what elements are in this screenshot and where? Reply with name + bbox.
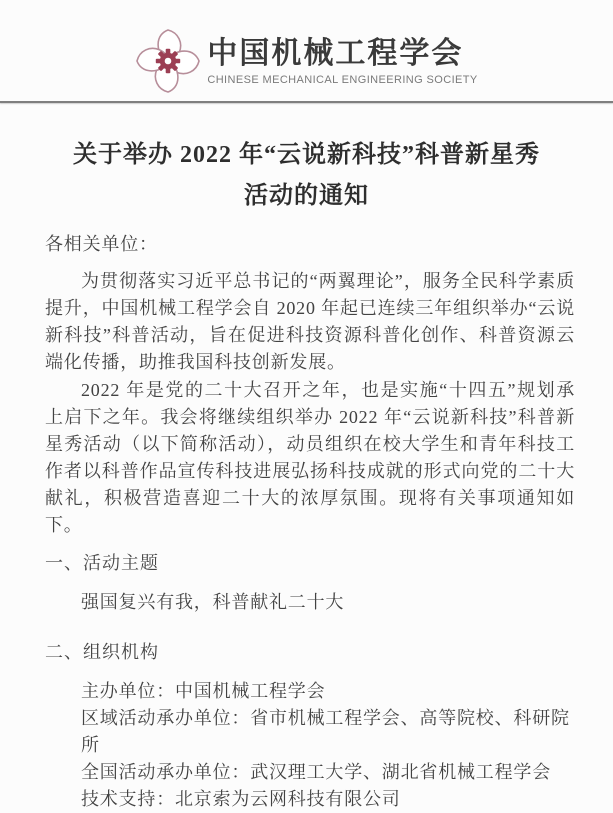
section-2-line-3: 全国活动承办单位：武汉理工大学、湖北省机械工程学会 (81, 762, 551, 782)
section-heading-1: 一、活动主题 (45, 553, 159, 573)
notice-body (45, 231, 575, 813)
society-name-en: CHINESE MECHANICAL ENGINEERING SOCIETY (207, 74, 478, 86)
society-name-cn: 中国机械工程学会 (207, 37, 464, 70)
section-2-line-2: 区域活动承办单位：省市机械工程学会、高等院校、科研院所 (81, 708, 570, 755)
section-heading-2: 二、组织机构 (45, 642, 159, 662)
section-2-line-4: 技术支持：北京索为云网科技有限公司 (81, 789, 401, 809)
notice-title-line2: 活动的通知 (244, 183, 369, 209)
society-logo-icon (135, 28, 201, 94)
header-divider (0, 101, 613, 103)
section-1-line-1: 强国复兴有我，科普献礼二十大 (81, 592, 345, 612)
letterhead-text (207, 36, 477, 86)
body-paragraph-1: 为贯彻落实习近平总书记的“两翼理论”，服务全民科学素质提升，中国机械工程学会自 2020 年起已连续三年组织举办“云说新科技”科普活动，旨在促进科技资源科普化创作、科普资源云端化传播，助推我国科技创新发展。 (45, 271, 575, 372)
notice-title (20, 135, 593, 217)
letterhead (0, 0, 613, 94)
section-2-line-1: 主办单位：中国机械工程学会 (81, 681, 326, 701)
spacer (45, 616, 575, 628)
notice-title-line1: 关于举办 2022 年“云说新科技”科普新星秀 (73, 142, 540, 168)
salutation: 各相关单位： (45, 234, 158, 254)
body-paragraph-2: 2022 年是党的二十大召开之年，也是实施“十四五”规划承上启下之年。我会将继续组织举办 2022 年“云说新科技”科普新星秀活动（以下简称活动），动员组织在校大学生和青年科技工作者以科普作品宣传科技进展弘扬科技成就的形式向党的二十大献礼，积极营造喜迎二十大的浓厚氛围。现将有关事项通知如下。 (45, 380, 575, 535)
